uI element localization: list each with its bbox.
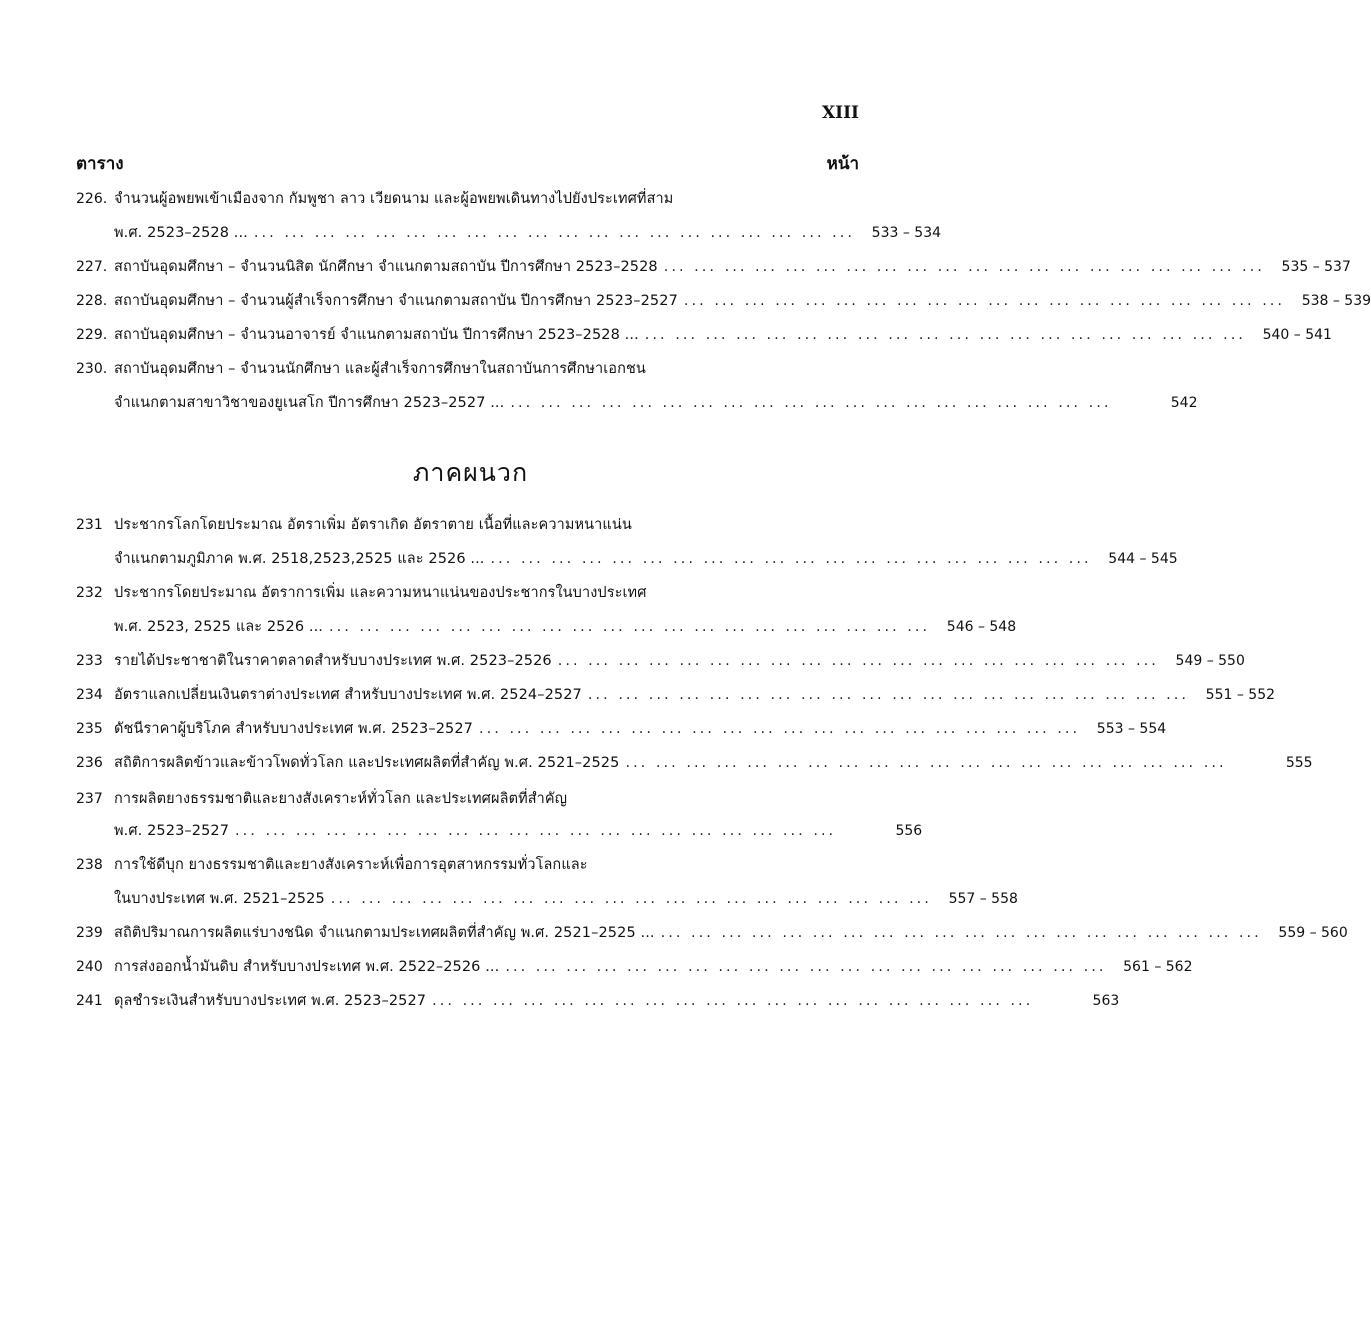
entry-page-range: 535 – 537 xyxy=(1281,259,1351,275)
entry-title: จำนวนผู้อพยพเข้าเมืองจาก กัมพูชา ลาว เวียดนาม และผู้อพยพเดินทางไปยังประเทศที่สาม xyxy=(114,190,674,207)
dot-leader: ... ... ... ... ... ... ... ... ... ... ... ... ... ... ... ... ... ... ... ... xyxy=(557,652,1159,669)
entry-title: ในบางประเทศ พ.ศ. 2521–2525 xyxy=(114,890,325,907)
entry-page-range: 533 – 534 xyxy=(871,225,942,241)
entry-title: สถาบันอุดมศึกษา – จำนวนนักศึกษา และผู้สำเร็จการศึกษาในสถาบันการศึกษาเอกชน xyxy=(114,360,646,377)
entry-number: 239 xyxy=(76,925,103,941)
entry-number: 228. xyxy=(76,293,108,309)
entry-page-range: 561 – 562 xyxy=(1123,959,1193,975)
entry-title: จำแนกตามภูมิภาค พ.ศ. 2518,2523,2525 และ 2526 ... xyxy=(114,550,485,567)
toc-entry-continuation xyxy=(76,812,923,839)
dot-leader: ... ... ... ... ... ... ... ... ... ... ... ... ... ... ... ... ... ... ... ... xyxy=(329,618,931,635)
dot-leader: ... ... ... ... ... ... ... ... ... ... ... ... ... ... ... ... ... ... ... ... xyxy=(683,292,1286,309)
entry-page-range: 546 – 548 xyxy=(946,619,1017,635)
dot-leader: ... ... ... ... ... ... ... ... ... ... ... ... ... ... ... ... ... ... ... ... xyxy=(625,754,1227,771)
entry-title: พ.ศ. 2523–2528 ... xyxy=(114,224,248,241)
entry-title: จำแนกตามสาขาวิชาของยูเนสโก ปีการศึกษา 2523–2527 ... xyxy=(114,394,505,411)
entry-number: 232 xyxy=(76,585,103,601)
toc-entry xyxy=(76,316,1332,343)
entry-title: สถาบันอุดมศึกษา – จำนวนอาจารย์ จำแนกตามสถาบัน ปีการศึกษา 2523–2528 ... xyxy=(114,326,639,343)
toc-entry xyxy=(76,282,1371,309)
entry-title: ดุลชำระเงินสำหรับบางประเทศ พ.ศ. 2523–2527 xyxy=(114,992,427,1009)
entry-title: สถิติการผลิตข้าวและข้าวโพดทั่วโลก และประเทศผลิตที่สำคัญ พ.ศ. 2521–2525 xyxy=(114,754,620,771)
toc-entry xyxy=(76,574,860,600)
toc-entry xyxy=(76,948,1193,975)
entry-title: พ.ศ. 2523–2527 xyxy=(114,822,230,839)
entry-number: 234 xyxy=(76,687,103,703)
entry-title: สถาบันอุดมศึกษา – จำนวนนิสิต นักศึกษา จำแนกตามสถาบัน ปีการศึกษา 2523–2528 xyxy=(114,258,658,275)
dot-leader: ... ... ... ... ... ... ... ... ... ... ... ... ... ... ... ... ... ... ... ... xyxy=(644,326,1246,343)
entry-title: ประชากรโดยประมาณ อัตราการเพิ่ม และความหนาแน่นของประชากรในบางประเทศ xyxy=(114,584,647,601)
entry-title: ดัชนีราคาผู้บริโภค สำหรับบางประเทศ พ.ศ. 2523–2527 xyxy=(114,720,474,737)
dot-leader: ... ... ... ... ... ... ... ... ... ... ... ... ... ... ... ... ... ... ... ... xyxy=(490,550,1092,567)
toc-entry-continuation xyxy=(76,880,1018,907)
toc-entry xyxy=(76,744,1313,771)
entry-title: การใช้ดีบุก ยางธรรมชาติและยางสังเคราะห์เพื่อการอุตสาหกรรมทั่วโลกและ xyxy=(114,856,588,873)
entry-number: 236 xyxy=(76,755,103,771)
entry-number: 235 xyxy=(76,721,103,737)
toc-entry xyxy=(76,350,860,376)
entry-number: 233 xyxy=(76,653,103,669)
entry-page-range: 551 – 552 xyxy=(1205,687,1276,703)
toc-entry-continuation xyxy=(76,214,942,241)
entry-page-range: 538 – 539 xyxy=(1301,293,1371,309)
entry-page-range: 542 xyxy=(1170,395,1198,411)
entry-title: สถาบันอุดมศึกษา – จำนวนผู้สำเร็จการศึกษา จำแนกตามสถาบัน ปีการศึกษา 2523–2527 xyxy=(114,292,678,309)
dot-leader: ... ... ... ... ... ... ... ... ... ... ... ... ... ... ... ... ... ... ... ... xyxy=(663,258,1265,275)
dot-leader: ... ... ... ... ... ... ... ... ... ... ... ... ... ... ... ... ... ... ... ... xyxy=(479,720,1081,737)
dot-leader: ... ... ... ... ... ... ... ... ... ... ... ... ... ... ... ... ... ... ... ... xyxy=(510,394,1112,411)
entry-number: 226. xyxy=(76,191,108,207)
toc-entry xyxy=(76,780,860,806)
entry-title: รายได้ประชาชาติในราคาตลาดสำหรับบางประเทศ พ.ศ. 2523–2526 xyxy=(114,652,552,669)
entry-number: 237 xyxy=(76,791,103,807)
entry-title: ประชากรโลกโดยประมาณ อัตราเพิ่ม อัตราเกิด อัตราตาย เนื้อที่และความหนาแน่น xyxy=(114,516,632,533)
entry-title: อัตราแลกเปลี่ยนเงินตราต่างประเทศ สำหรับบางประเทศ พ.ศ. 2524–2527 xyxy=(114,686,582,703)
toc-entry xyxy=(76,180,860,206)
entry-number: 241 xyxy=(76,993,103,1009)
toc-entry-continuation xyxy=(76,384,1198,411)
toc-entry-continuation xyxy=(76,608,1017,635)
toc-entry xyxy=(76,982,1120,1009)
entry-page-range: 555 xyxy=(1285,755,1313,771)
toc-entry xyxy=(76,248,1351,275)
dot-leader: ... ... ... ... ... ... ... ... ... ... ... ... ... ... ... ... ... ... ... ... xyxy=(505,958,1107,975)
entry-page-range: 544 – 545 xyxy=(1108,551,1178,567)
toc-entry xyxy=(76,642,1245,669)
entry-title: การส่งออกน้ำมันดิบ สำหรับบางประเทศ พ.ศ. 2522–2526 ... xyxy=(114,958,500,975)
column-header-page: หน้า xyxy=(826,154,859,174)
dot-leader: ... ... ... ... ... ... ... ... ... ... ... ... ... ... ... ... ... ... ... ... xyxy=(330,890,932,907)
entry-number: 230. xyxy=(76,361,108,377)
entry-number: 231 xyxy=(76,517,103,533)
entry-title: พ.ศ. 2523, 2525 และ 2526 ... xyxy=(114,618,323,635)
entry-number: 229. xyxy=(76,327,108,343)
entry-title: การผลิตยางธรรมชาติและยางสังเคราะห์ทั่วโลก และประเทศผลิตที่สำคัญ xyxy=(114,790,568,807)
entry-page-range: 553 – 554 xyxy=(1096,721,1167,737)
toc-entry xyxy=(76,506,860,532)
toc-entry xyxy=(76,846,860,872)
toc-entry xyxy=(76,676,1276,703)
toc-entry-continuation xyxy=(76,540,1178,567)
dot-leader: ... ... ... ... ... ... ... ... ... ... ... ... ... ... ... ... ... ... ... ... xyxy=(253,224,856,241)
roman-page-number: XIII xyxy=(821,103,859,123)
appendix-heading: ภาคผนวก xyxy=(412,458,529,487)
entry-page-range: 540 – 541 xyxy=(1262,327,1332,343)
dot-leader: ... ... ... ... ... ... ... ... ... ... ... ... ... ... ... ... ... ... ... ... xyxy=(235,822,837,839)
toc-entry xyxy=(76,914,1348,941)
entry-page-range: 557 – 558 xyxy=(948,891,1018,907)
toc-entry xyxy=(76,710,1167,737)
dot-leader: ... ... ... ... ... ... ... ... ... ... ... ... ... ... ... ... ... ... ... ... xyxy=(432,992,1034,1009)
dot-leader: ... ... ... ... ... ... ... ... ... ... ... ... ... ... ... ... ... ... ... ... xyxy=(587,686,1190,703)
entry-page-range: 556 xyxy=(895,823,923,839)
entry-number: 227. xyxy=(76,259,108,275)
column-header-table: ตาราง xyxy=(76,154,124,174)
entry-page-range: 549 – 550 xyxy=(1175,653,1245,669)
entry-number: 238 xyxy=(76,857,103,873)
dot-leader: ... ... ... ... ... ... ... ... ... ... ... ... ... ... ... ... ... ... ... ... xyxy=(660,924,1262,941)
entry-page-range: 559 – 560 xyxy=(1278,925,1348,941)
entry-number: 240 xyxy=(76,959,103,975)
entry-page-range: 563 xyxy=(1092,993,1120,1009)
entry-title: สถิติปริมาณการผลิตแร่บางชนิด จำแนกตามประเทศผลิตที่สำคัญ พ.ศ. 2521–2525 ... xyxy=(114,924,655,941)
